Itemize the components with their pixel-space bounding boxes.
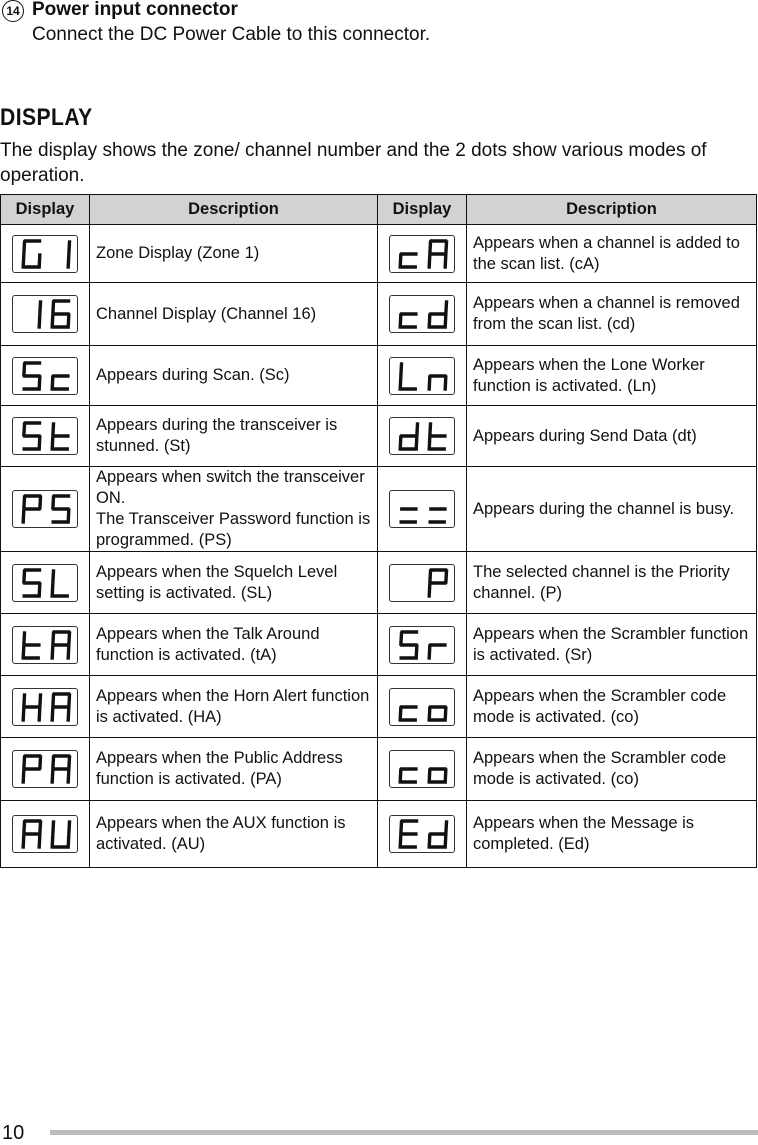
- display-cell-right: [378, 225, 467, 283]
- description-cell-left: Appears when the Squelch Level setting is activated. (SL): [90, 552, 378, 614]
- seven-segment-display-icon: [389, 750, 455, 788]
- item-title: Power input connector: [32, 0, 238, 20]
- seven-segment-display-icon: [389, 417, 455, 455]
- display-cell-right: [378, 801, 467, 868]
- description-cell-left: Channel Display (Channel 16): [90, 283, 378, 346]
- header-display-right: Display: [378, 195, 467, 225]
- seven-segment-display-icon: [12, 490, 78, 528]
- seven-segment-display-icon: [389, 295, 455, 333]
- item-number-badge: 14: [2, 0, 24, 22]
- seven-segment-display-icon: [12, 626, 78, 664]
- header-description-right: Description: [467, 195, 757, 225]
- table-row: [1, 676, 757, 738]
- seven-segment-display-icon: [389, 490, 455, 528]
- description-cell-left: Appears when the Horn Alert function is activated. (HA): [90, 676, 378, 738]
- page-number: 10: [2, 1122, 25, 1144]
- display-cell-right: [378, 283, 467, 346]
- seven-segment-display-icon: [12, 564, 78, 602]
- description-cell-left: Appears when the Public Address function is activated. (PA): [90, 738, 378, 801]
- display-cell-right: [378, 346, 467, 406]
- display-table: [0, 194, 757, 868]
- header-description-left: Description: [90, 195, 378, 225]
- item-text: Connect the DC Power Cable to this connector.: [32, 24, 431, 45]
- seven-segment-display-icon: [12, 295, 78, 333]
- seven-segment-display-icon: [389, 235, 455, 273]
- table-header-row: [1, 195, 757, 225]
- description-cell-right: Appears when the Message is completed. (Ed): [467, 801, 757, 868]
- seven-segment-display-icon: [389, 688, 455, 726]
- seven-segment-display-icon: [12, 750, 78, 788]
- seven-segment-display-icon: [389, 626, 455, 664]
- description-cell-right: Appears when the Scrambler function is activated. (Sr): [467, 614, 757, 676]
- footer-rule: [50, 1130, 758, 1135]
- display-cell-left: [1, 225, 90, 283]
- description-cell-left: Zone Display (Zone 1): [90, 225, 378, 283]
- description-cell-right: Appears during the channel is busy.: [467, 467, 757, 552]
- seven-segment-display-icon: [12, 688, 78, 726]
- description-cell-left: Appears during Scan. (Sc): [90, 346, 378, 406]
- section-intro: The display shows the zone/ channel number and the 2 dots show various modes of operation.: [0, 140, 707, 186]
- description-cell-left: Appears when switch the transceiver ON. The Transceiver Password function is programmed. (PS): [90, 467, 378, 552]
- seven-segment-display-icon: [389, 815, 455, 853]
- description-cell-right: Appears during Send Data (dt): [467, 406, 757, 467]
- display-cell-right: [378, 552, 467, 614]
- table-row: [1, 614, 757, 676]
- display-cell-left: [1, 614, 90, 676]
- display-cell-left: [1, 467, 90, 552]
- description-cell-right: Appears when a channel is added to the scan list. (cA): [467, 225, 757, 283]
- section-heading: DISPLAY: [0, 104, 93, 131]
- description-cell-left: Appears when the Talk Around function is activated. (tA): [90, 614, 378, 676]
- seven-segment-display-icon: [12, 815, 78, 853]
- description-cell-left: Appears when the AUX function is activated. (AU): [90, 801, 378, 868]
- table-row: [1, 738, 757, 801]
- display-cell-right: [378, 614, 467, 676]
- display-cell-left: [1, 283, 90, 346]
- table-row: [1, 283, 757, 346]
- table-row: [1, 406, 757, 467]
- description-cell-right: Appears when the Lone Worker function is activated. (Ln): [467, 346, 757, 406]
- display-cell-right: [378, 406, 467, 467]
- table-row: [1, 467, 757, 552]
- display-cell-right: [378, 467, 467, 552]
- description-cell-left: Appears during the transceiver is stunned. (St): [90, 406, 378, 467]
- display-cell-left: [1, 738, 90, 801]
- display-cell-right: [378, 676, 467, 738]
- display-cell-left: [1, 801, 90, 868]
- description-cell-right: Appears when the Scrambler code mode is activated. (co): [467, 738, 757, 801]
- description-cell-right: Appears when the Scrambler code mode is activated. (co): [467, 676, 757, 738]
- table-row: [1, 225, 757, 283]
- display-cell-left: [1, 552, 90, 614]
- header-display-left: Display: [1, 195, 90, 225]
- display-cell-left: [1, 676, 90, 738]
- seven-segment-display-icon: [12, 417, 78, 455]
- seven-segment-display-icon: [389, 564, 455, 602]
- description-cell-right: Appears when a channel is removed from the scan list. (cd): [467, 283, 757, 346]
- display-cell-left: [1, 346, 90, 406]
- display-cell-right: [378, 738, 467, 801]
- table-row: [1, 801, 757, 868]
- table-row: [1, 346, 757, 406]
- description-cell-right: The selected channel is the Priority channel. (P): [467, 552, 757, 614]
- table-row: [1, 552, 757, 614]
- seven-segment-display-icon: [389, 357, 455, 395]
- seven-segment-display-icon: [12, 235, 78, 273]
- display-cell-left: [1, 406, 90, 467]
- seven-segment-display-icon: [12, 357, 78, 395]
